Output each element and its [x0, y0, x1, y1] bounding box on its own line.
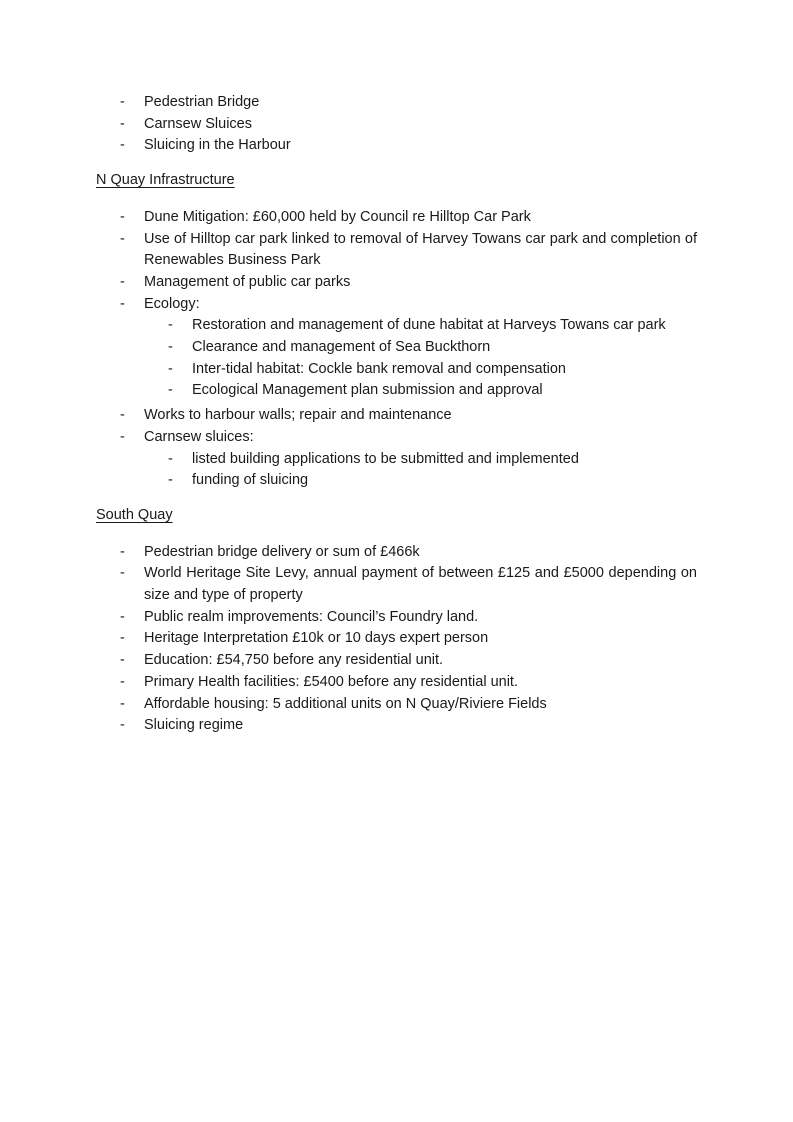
list-item-text: World Heritage Site Levy, annual payment of between £125 and £5000 depending on size and type of property: [144, 565, 697, 604]
dash-bullet: -: [168, 382, 173, 399]
list-item-text: Restoration and management of dune habitat at Harveys Towans car park: [192, 317, 666, 334]
list-item-text: Ecology:: [144, 295, 200, 312]
list-item-text: listed building applications to be submitted and implemented: [192, 450, 579, 467]
dash-bullet: -: [120, 295, 125, 312]
list-item: [96, 449, 697, 471]
carnsew-sluices-sublist: [96, 449, 697, 492]
list-item: [96, 272, 697, 294]
list-item-text: Pedestrian bridge delivery or sum of £466k: [144, 543, 420, 560]
dash-bullet: -: [168, 360, 173, 377]
list-item-text: Public realm improvements: Council’s Foundry land.: [144, 608, 479, 625]
list-item: [96, 628, 697, 650]
dash-bullet: -: [168, 339, 173, 356]
list-item: [96, 207, 697, 229]
list-item: [96, 229, 697, 272]
dash-bullet: -: [168, 472, 173, 489]
dash-bullet: -: [120, 630, 125, 647]
list-item-text: Clearance and management of Sea Buckthorn: [192, 339, 491, 356]
dash-bullet: -: [120, 695, 125, 712]
list-item-text: Ecological Management plan submission and approval: [192, 382, 543, 399]
list-item-text: Management of public car parks: [144, 273, 351, 290]
dash-bullet: -: [120, 673, 125, 690]
south-quay-list: [96, 542, 697, 737]
list-item-text: Use of Hilltop car park linked to removal of Harvey Towans car park and completion of Renewables Business Park: [144, 230, 697, 269]
list-item: [96, 607, 697, 629]
list-item: [96, 470, 697, 492]
list-item: [96, 359, 697, 381]
list-item-text: Dune Mitigation: £60,000 held by Council re Hilltop Car Park: [144, 208, 531, 225]
section-heading-n-quay-infrastructure: N Quay Infrastructure: [96, 172, 235, 189]
list-item: [96, 294, 697, 316]
list-item: [96, 337, 697, 359]
dash-bullet: -: [168, 317, 173, 334]
dash-bullet: -: [168, 450, 173, 467]
list-item: [96, 542, 697, 564]
list-item: [96, 92, 697, 114]
list-item: [96, 650, 697, 672]
list-item-text: Inter-tidal habitat: Cockle bank removal and compensation: [192, 360, 566, 377]
list-item-text: Pedestrian Bridge: [144, 94, 260, 110]
intro-list: [96, 92, 697, 157]
dash-bullet: -: [120, 543, 125, 560]
list-item-text: funding of sluicing: [192, 472, 309, 489]
list-item: [96, 694, 697, 716]
list-item: [96, 563, 697, 606]
list-item-text: Works to harbour walls; repair and maintenance: [144, 407, 452, 424]
list-item-text: Carnsew sluices:: [144, 428, 254, 445]
dash-bullet: -: [120, 137, 125, 154]
list-item: [96, 114, 697, 136]
n-quay-infrastructure-list: [96, 207, 697, 492]
dash-bullet: -: [120, 608, 125, 625]
dash-bullet: -: [120, 652, 125, 669]
dash-bullet: -: [120, 230, 125, 247]
list-item: [96, 135, 697, 157]
dash-bullet: -: [120, 565, 125, 582]
section-heading-south-quay: South Quay: [96, 506, 173, 523]
ecology-sublist: [96, 315, 697, 402]
list-item: [96, 427, 697, 449]
list-item: [96, 380, 697, 402]
list-item-text: Education: £54,750 before any residential unit.: [144, 652, 444, 669]
list-item: [96, 405, 697, 427]
dash-bullet: -: [120, 94, 125, 110]
dash-bullet: -: [120, 407, 125, 424]
list-item-text: Sluicing in the Harbour: [144, 137, 291, 154]
dash-bullet: -: [120, 115, 125, 132]
dash-bullet: -: [120, 717, 125, 734]
list-item: [96, 672, 697, 694]
list-item: [96, 315, 697, 337]
dash-bullet: -: [120, 428, 125, 445]
list-item-text: Carnsew Sluices: [144, 115, 252, 132]
list-item-text: Sluicing regime: [144, 717, 244, 734]
list-item-text: Primary Health facilities: £5400 before any residential unit.: [144, 673, 518, 690]
dash-bullet: -: [120, 208, 125, 225]
list-item-text: Heritage Interpretation £10k or 10 days expert person: [144, 630, 489, 647]
dash-bullet: -: [120, 273, 125, 290]
list-item-text: Affordable housing: 5 additional units on N Quay/Riviere Fields: [144, 695, 547, 712]
list-item: [96, 715, 697, 737]
